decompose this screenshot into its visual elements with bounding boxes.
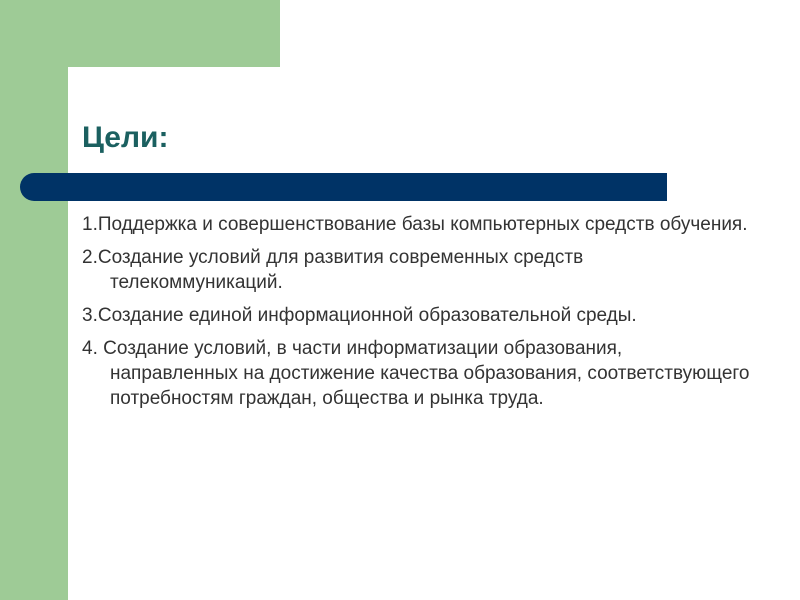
goal-item-4: 4. Создание условий, в части информатизации образования, направленных на достижение качества образования, соответствующего потребностям граждан, общества и рынка труда.: [82, 338, 750, 409]
goal-item-1: 1.Поддержка и совершенствование базы компьютерных средств обучения.: [82, 214, 748, 235]
slide-title: Цели:: [82, 121, 169, 154]
title-underline-bar: [20, 173, 667, 201]
green-top-panel: [0, 0, 280, 67]
goals-list: [82, 212, 752, 419]
goal-item-2: 2.Создание условий для развития современных средств телекоммуникаций.: [82, 247, 584, 293]
goal-item-3: 3.Создание единой информационной образовательной среды.: [82, 305, 637, 326]
green-side-panel: [0, 0, 68, 600]
